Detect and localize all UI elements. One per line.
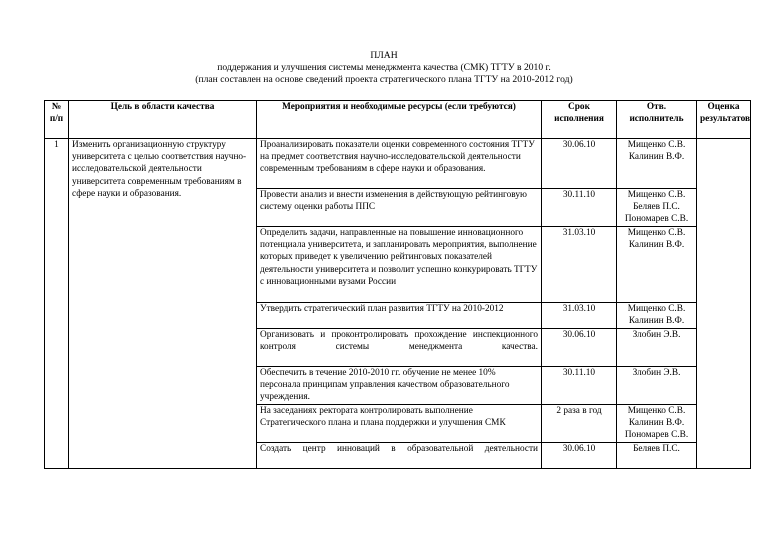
- plan-title: ПЛАН: [370, 50, 398, 61]
- col-header-activities: Мероприятия и необходимые ресурсы (если требуются): [257, 101, 542, 139]
- responsible-6: Злобин Э.В.: [617, 367, 697, 405]
- col-header-responsible: Отв. исполнитель: [617, 101, 697, 139]
- table-row: [45, 139, 751, 189]
- activity-4: Утвердить стратегический план развития ТГТУ на 2010-2012: [257, 303, 542, 329]
- responsible-7: Мищенко С.В. Калинин В.Ф. Пономарев С.В.: [617, 405, 697, 443]
- plan-subtitle: поддержания и улучшения системы менеджмента качества (СМК) ТГТУ в 2010 г.: [217, 62, 551, 73]
- plan-note: (план составлен на основе сведений проекта стратегического плана ТГТУ на 2010-2012 год): [195, 74, 573, 85]
- quality-plan-table: [44, 100, 751, 469]
- responsible-3: Мищенко С.В. Калинин В.Ф.: [617, 227, 697, 303]
- document-header: [0, 50, 768, 86]
- quality-goal: Изменить организационную структуру университета с целью соответствия научно-исследовательской деятельности университета современным требованиям в сфере науки и образования.: [69, 139, 257, 469]
- activity-2: Провести анализ и внести изменения в действующую рейтинговую систему оценки работы ППС: [257, 189, 542, 227]
- evaluation-cell: [697, 139, 751, 469]
- col-header-deadline: Срок исполнения: [542, 101, 617, 139]
- deadline-7: 2 раза в год: [542, 405, 617, 443]
- activity-5: Организовать и проконтролировать прохождение инспекционного контроля системы менеджмента качества.: [257, 329, 542, 367]
- deadline-2: 30.11.10: [542, 189, 617, 227]
- deadline-4: 31.03.10: [542, 303, 617, 329]
- responsible-1: Мищенко С.В. Калинин В.Ф.: [617, 139, 697, 189]
- table-header-row: [45, 101, 751, 139]
- responsible-2: Мищенко С.В. Беляев П.С. Пономарев С.В.: [617, 189, 697, 227]
- row-number: 1: [45, 139, 69, 469]
- deadline-6: 30.11.10: [542, 367, 617, 405]
- activity-6: Обеспечить в течение 2010-2010 гг. обучение не менее 10% персонала принципам управления качеством образовательного учреждения.: [257, 367, 542, 405]
- activity-3: Определить задачи, направленные на повышение инновационного потенциала университета, и запланировать мероприятия, выполнение которых приведет к увеличению рейтинговых показателей деятельности университета и позволит успешно конкурировать ТГТУ с инновационными вузами России: [257, 227, 542, 303]
- activity-7: На заседаниях ректората контролировать выполнение Стратегического плана и плана поддержки и улучшения СМК: [257, 405, 542, 443]
- activity-8: Создать центр инноваций в образовательной деятельности: [257, 443, 542, 469]
- deadline-1: 30.06.10: [542, 139, 617, 189]
- deadline-3: 31.03.10: [542, 227, 617, 303]
- responsible-4: Мищенко С.В. Калинин В.Ф.: [617, 303, 697, 329]
- deadline-5: 30.06.10: [542, 329, 617, 367]
- activity-1: Проанализировать показатели оценки современного состояния ТГТУ на предмет соответствия научно-исследовательской деятельности современным требованиям в сфере науки и образования.: [257, 139, 542, 189]
- col-header-evaluation: Оценка результатов: [697, 101, 751, 139]
- responsible-8: Беляев П.С.: [617, 443, 697, 469]
- responsible-5: Злобин Э.В.: [617, 329, 697, 367]
- col-header-num: № п/п: [45, 101, 69, 139]
- deadline-8: 30.06.10: [542, 443, 617, 469]
- col-header-goal: Цель в области качества: [69, 101, 257, 139]
